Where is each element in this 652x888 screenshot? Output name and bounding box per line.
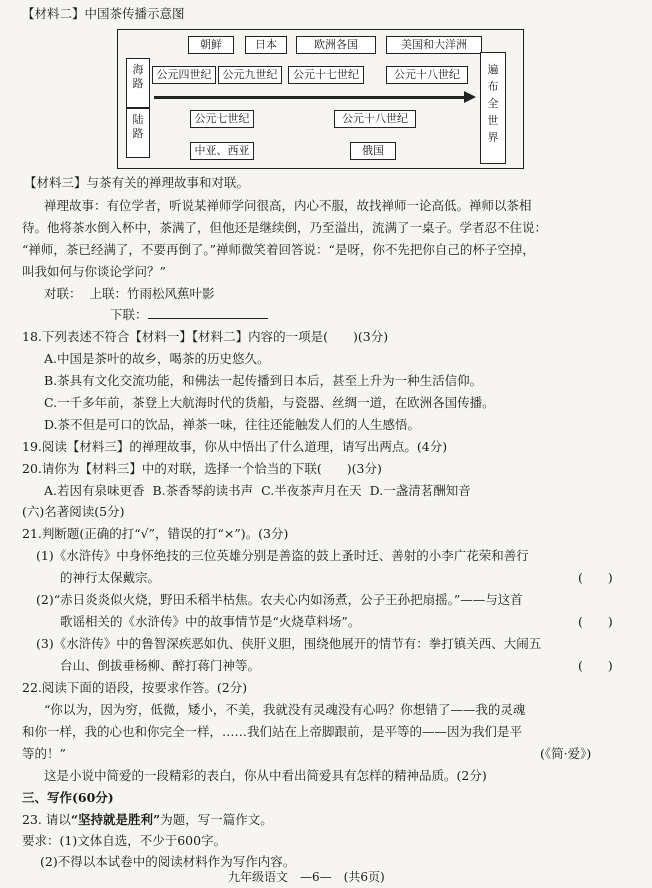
- era-sea-4c: 公元四世纪: [152, 66, 216, 84]
- sea-route-label: 海 路: [126, 58, 150, 108]
- q20-options: A.若因有泉味更香 B.茶香琴韵读书声 C.半夜茶声月在天 D.一盏清茗酬知音: [44, 483, 471, 498]
- material3-heading: 【材料三】与茶有关的禅理故事和对联。: [24, 175, 250, 190]
- q18-option-d: D.茶不但是可口的饮品，禅茶一味，往往还能触发人们的人生感悟。: [44, 417, 421, 432]
- q22-quote-2: 和你一样，我的心也和你完全一样，……我们站在上帝脚跟前，是平等的——因为我们是平: [22, 724, 523, 739]
- story-line-1: 禅理故事：有位学者，听说某禅师学问很高，内心不服，故找禅师一论高低。禅师以茶相: [44, 198, 532, 213]
- country-japan: 日本: [245, 36, 287, 54]
- era-land-7c: 公元七世纪: [190, 110, 254, 128]
- q21-item-2-paren[interactable]: ( ): [578, 614, 613, 629]
- q21-item-3-line2: 台山、倒拔垂杨柳、醉打蒋门神等。: [60, 658, 261, 673]
- q22-stem: 22.阅读下面的语段，按要求作答。(2分): [22, 680, 248, 695]
- q20-stem: 20.请你为【材料三】中的对联，选择一个恰当的下联( )(3分): [22, 461, 382, 476]
- couplet-lower: 下联：: [110, 306, 268, 324]
- arrow-head-icon: [464, 91, 476, 103]
- section6-heading: (六)名著阅读(5分): [22, 504, 125, 519]
- q22-quote-1: “你以为，因为穷，低微，矮小，不美，我就没有灵魂没有心吗？你想错了——我的灵魂: [44, 702, 526, 717]
- country-europe: 欧洲各国: [296, 36, 376, 54]
- q21-item-3-line1: (3)《水浒传》中的鲁智深疾恶如仇、侠肝义胆，围绕他展开的情节有：拳打镇关西、大闹五: [36, 636, 542, 651]
- q22-quote-3: 等的！”: [22, 746, 66, 761]
- era-sea-18c: 公元十八世纪: [386, 66, 468, 84]
- q21-item-1-paren[interactable]: ( ): [578, 570, 613, 585]
- q23-req2: (2)不得以本试卷中的阅读材料作为写作内容。: [40, 854, 296, 869]
- q21-item-2-line2: 歌谣相关的《水浒传》中的故事情节是“火烧草料场”。: [60, 614, 361, 629]
- q22-source: (《简·爱》): [540, 746, 592, 761]
- story-line-4: 叫我如何与你谈论学问？”: [22, 264, 166, 279]
- q21-item-2-line1: (2)“赤日炎炎似火烧，野田禾稻半枯焦。农夫心内如汤煮，公子王孙把扇摇。”——与这首: [36, 592, 523, 607]
- q23-stem: 23. 请以“坚持就是胜利”为题，写一篇作文。: [22, 812, 273, 827]
- q19-stem: 19.阅读【材料三】的禅理故事，你从中悟出了什么道理，请写出两点。(4分): [22, 439, 448, 454]
- q21-stem: 21.判断题(正确的打“√”，错误的打“×”)。(3分): [22, 526, 289, 541]
- q21-item-1-line1: (1)《水浒传》中身怀绝技的三位英雄分别是善盗的鼓上蚤时迁、善射的小李广花荣和善行: [36, 548, 529, 563]
- land-route-label: 陆 路: [126, 108, 150, 158]
- era-sea-17c: 公元十七世纪: [288, 66, 364, 84]
- story-line-3: “禅师，茶已经满了，不要再倒了。”禅师微笑着回答说：“是呀，你不先把你自己的杯子空掉，: [22, 242, 535, 257]
- material2-heading: 【材料二】中国茶传播示意图: [22, 6, 185, 21]
- era-land-18c: 公元十八世纪: [334, 110, 416, 128]
- route-arrow: [154, 96, 468, 99]
- q18-option-c: C.一千多年前，茶登上大航海时代的货船，与瓷器、丝绸一道，在欧洲各国传播。: [44, 395, 495, 410]
- region-russia: 俄国: [350, 142, 396, 160]
- q18-option-b: B.茶具有文化交流功能，和佛法一起传播到日本后，甚至上升为一种生活信仰。: [44, 373, 483, 388]
- region-central-west-asia: 中亚、西亚: [190, 142, 254, 160]
- era-sea-9c: 公元九世纪: [218, 66, 282, 84]
- country-korea: 朝鲜: [188, 36, 234, 54]
- destination-label: 遍 布 全 世 界: [480, 52, 506, 164]
- q21-item-3-paren[interactable]: ( ): [578, 658, 613, 673]
- story-line-2: 待。他将茶水倒入杯中，茶满了，但他还是继续倒，乃至溢出，流满了一桌子。学者忍不住说：: [22, 220, 548, 235]
- country-america-oceania: 美国和大洋洲: [386, 36, 482, 54]
- tea-spread-diagram: [117, 29, 524, 169]
- section3-heading: 三、写作(60分): [22, 790, 114, 805]
- q21-item-1-line2: 的神行太保戴宗。: [60, 570, 161, 585]
- couplet-upper: 对联： 上联：竹雨松风蕉叶影: [44, 286, 215, 301]
- q18-option-a: A.中国是茶叶的故乡，喝茶的历史悠久。: [44, 351, 270, 366]
- page-footer: 九年级语文 —6— (共6页): [228, 870, 385, 884]
- q22-ask: 这是小说中简爱的一段精彩的表白，你从中看出简爱具有怎样的精神品质。(2分): [44, 768, 487, 783]
- q23-req1: 要求：(1)文体自选，不少于600字。: [22, 833, 227, 848]
- q18-stem: 18.下列表述不符合【材料一】【材料二】内容的一项是( )(3分): [22, 329, 389, 344]
